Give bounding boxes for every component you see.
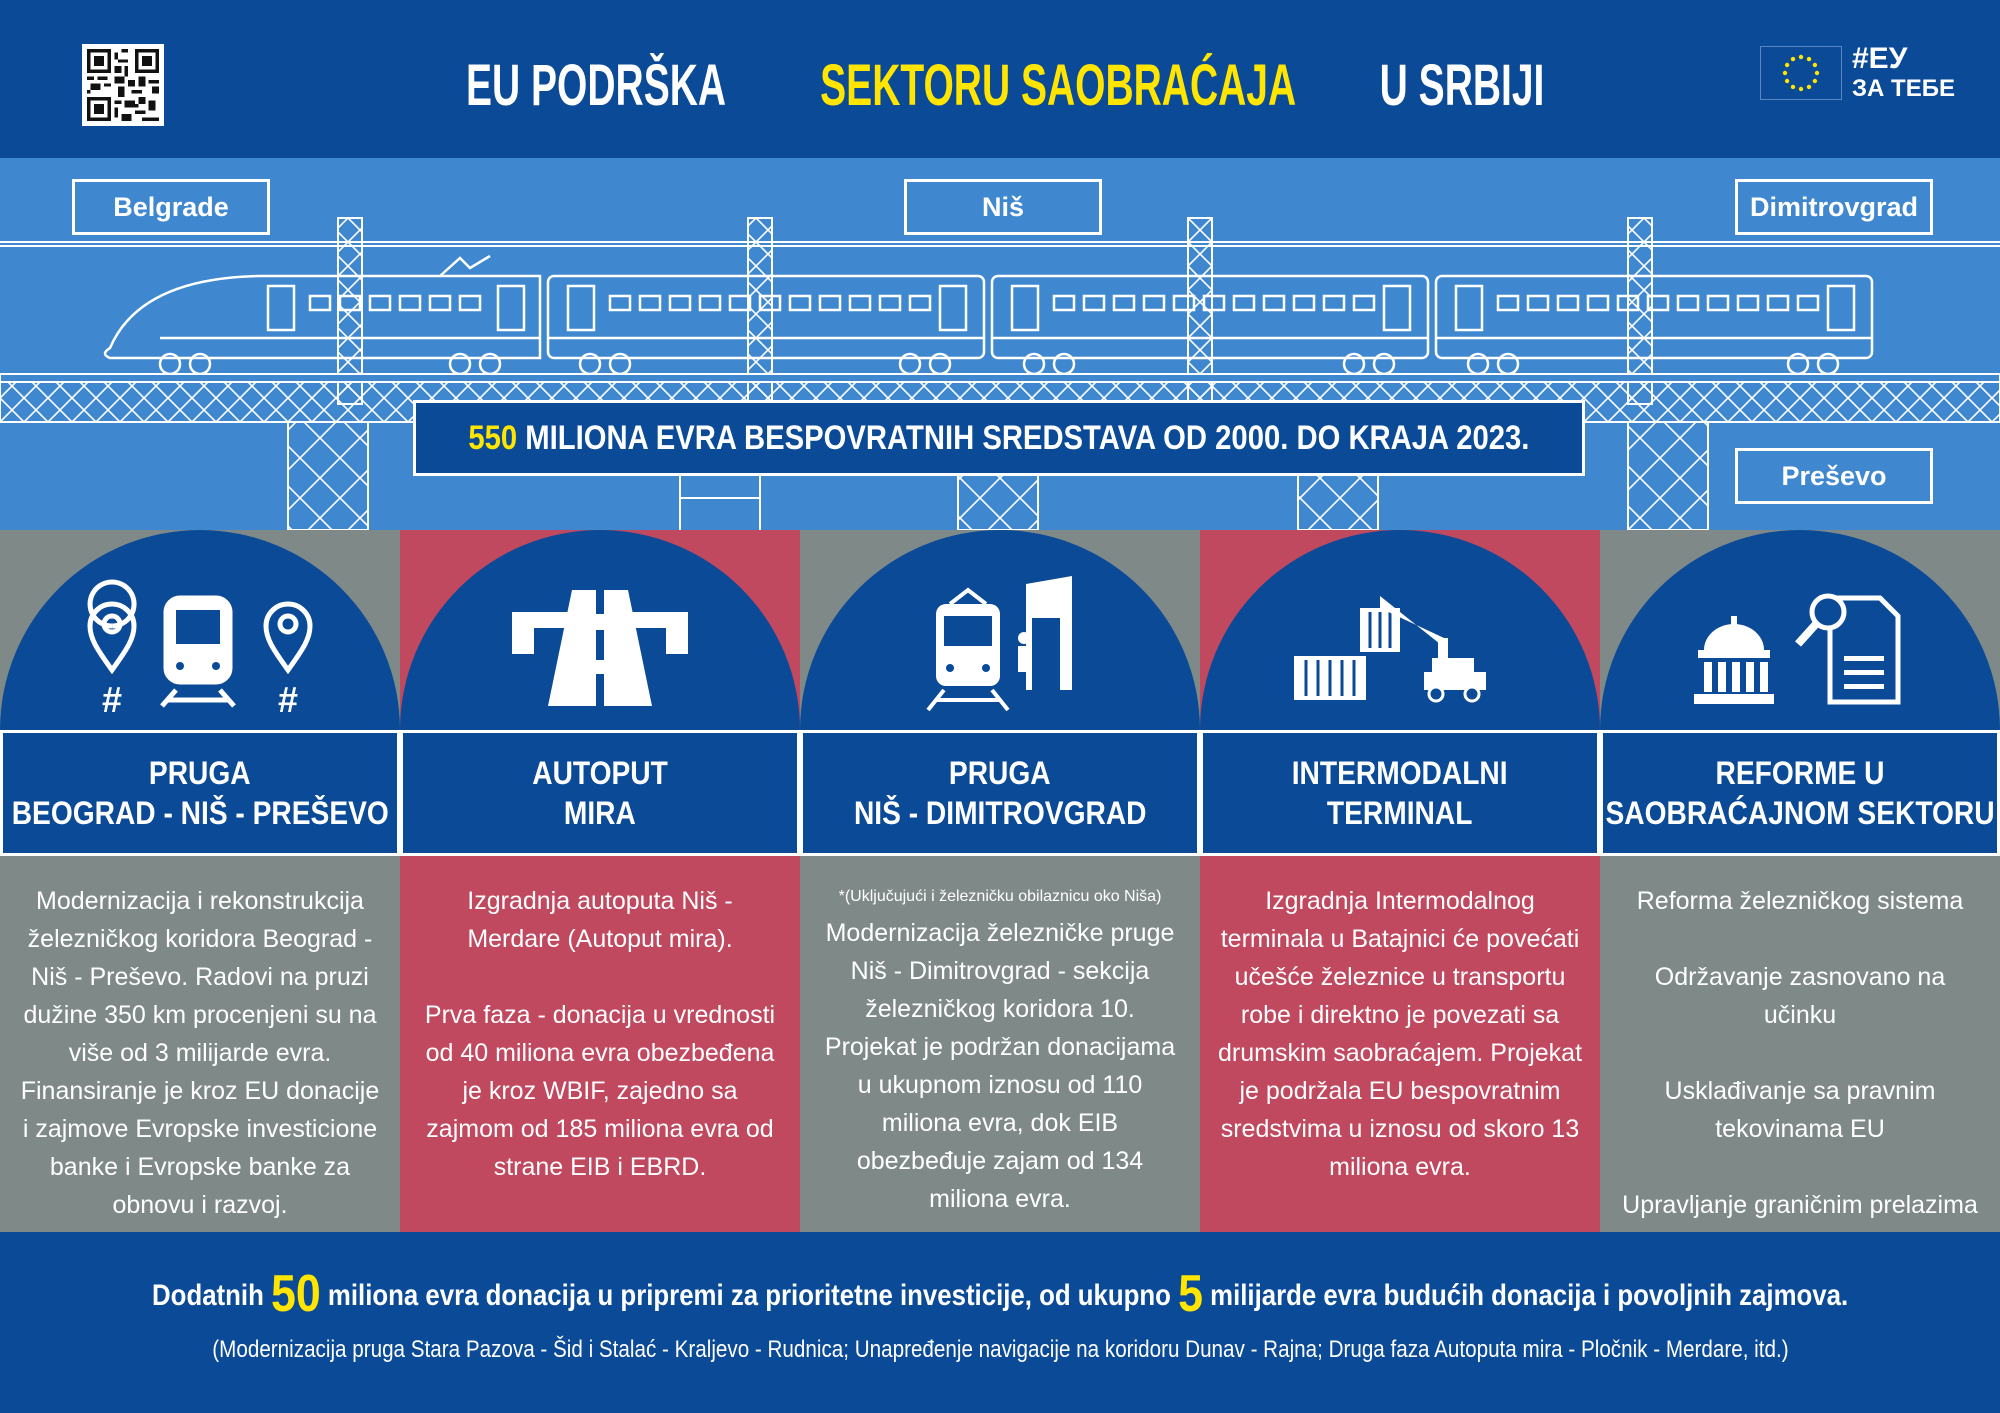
banner-text: MILIONA EVRA BESPOVRATNIH SREDSTAVA OD 2000. DO KRAJA 2023. [525,418,1530,457]
banner-amount: 550 [468,418,518,457]
footer-text: miliona evra donacija u pripremi za prioritetne investicije, od ukupno [327,1279,1171,1312]
column-title [1200,730,1600,856]
svg-text:#: # [277,679,299,720]
column-title [400,730,800,856]
column-title [0,730,400,856]
column-title-line2: MIRA [564,795,636,831]
project-column [1200,530,1600,1232]
column-title-line1: PRUGA [149,755,251,791]
column-paragraph: Izgradnja autoputa Niš - Merdare (Autoput mira). [467,887,733,953]
column-title-line2: BEOGRAD - NIŠ - PREŠEVO [11,795,389,831]
funding-banner [413,400,1585,476]
column-title-line1: PRUGA [949,755,1051,791]
column-body [1200,856,1600,1232]
column-paragraph: Održavanje zasnovano na učinku [1654,963,1946,1029]
arch-background [400,530,800,730]
eu-tag-line1: #ЕУ [1852,42,1908,75]
eu-tag-line2: ЗА ТЕБЕ [1852,75,1955,102]
footer [0,1232,2000,1413]
footer-number: 50 [270,1265,321,1323]
title-part1: EU PODRŠKA [466,53,727,118]
column-paragraph: Upravljanje graničnim prelazima [1622,1191,1978,1219]
footer-summary [0,1264,2000,1324]
column-paragraph: Modernizacija i rekonstrukcija železničkog koridora Beograd - Niš - Preševo. Radovi na pruzi dužine 350 km procenjeni su na više od 3 milijarde evra. Finansiranje je kroz EU donacije i zajmove Evropske investicione banke i Evropske banke za obnovu i razvoj. [20,887,380,1219]
column-paragraph: Modernizacija železničke pruge Niš - Dimitrovgrad - sekcija železničkog koridora 10. Projekat je podržan donacijama u ukupnom iznosu od 110 miliona evra, dok EIB obezbeđuje zajam od 134 miliona evra. [824,919,1176,1213]
eu-flag-icon [1760,46,1842,100]
column-title-line1: INTERMODALNI [1292,755,1508,791]
column-title-line2: TERMINAL [1327,795,1473,831]
city-label-nis: Niš [904,179,1102,235]
train-outline [105,256,1872,374]
city-label-belgrade: Belgrade [72,179,270,235]
arch-background [0,530,400,730]
footer-number: 5 [1178,1265,1203,1323]
header [0,0,2000,158]
title-part2: U SRBIJI [1379,53,1545,118]
column-body [0,856,400,1232]
project-column [800,530,1200,1232]
footer-subnote-text: (Modernizacija pruga Stara Pazova - Šid i Stalać - Kraljevo - Rudnica; Unapređenje navigacije na koridoru Dunav - Rajna; Druga faza Autoputa mira - Pločnik - Merdare, itd.) [211,1336,1789,1363]
column-title-line1: REFORME U [1715,755,1885,791]
column-title [800,730,1200,856]
footer-subnote [0,1336,2000,1364]
column-paragraph: Reforma železničkog sistema [1636,887,1964,915]
column-body [800,856,1200,1232]
column-title-line2: NIŠ - DIMITROVGRAD [853,795,1147,831]
column-body [400,856,800,1232]
eu-tag [1852,44,1955,104]
project-column [1600,530,2000,1232]
arch-background [800,530,1200,730]
column-title-line1: AUTOPUT [532,755,668,791]
arch-background [1200,530,1600,730]
project-column [0,530,400,1232]
svg-text:#: # [101,679,123,720]
project-column [400,530,800,1232]
column-title [1600,730,2000,856]
page-title [0,52,2000,119]
column-paragraph: Prva faza - donacija u vrednosti od 40 miliona evra obezbeđena je kroz WBIF, zajedno sa zajmom od 185 miliona evra od strane EIB i EBRD. [424,1001,776,1181]
arch-background [1600,530,2000,730]
city-label-presevo: Preševo [1735,448,1933,504]
column-title-line2: SAOBRAĆAJNOM SEKTORU [1605,795,1995,831]
column-body [1600,856,2000,1232]
column-paragraph: Usklađivanje sa pravnim tekovinama EU [1664,1077,1936,1143]
title-highlight: SEKTORU SAOBRAĆAJA [820,53,1297,118]
footer-text: Dodatnih [151,1279,264,1312]
city-label-dimitrovgrad: Dimitrovgrad [1735,179,1933,235]
footer-text: milijarde evra budućih donacija i povoljnih zajmova. [1210,1279,1849,1312]
column-paragraph: Izgradnja Intermodalnog terminala u Batajnici će povećati učešće železnice u transportu robe i direktno je povezati sa drumskim saobraćajem. Projekat je podržala EU bespovratnim sredstvima u iznosu od skoro 13 miliona evra. [1218,887,1583,1181]
column-note: *(Uključujući i železničku obilaznicu oko Niša) [838,888,1162,905]
